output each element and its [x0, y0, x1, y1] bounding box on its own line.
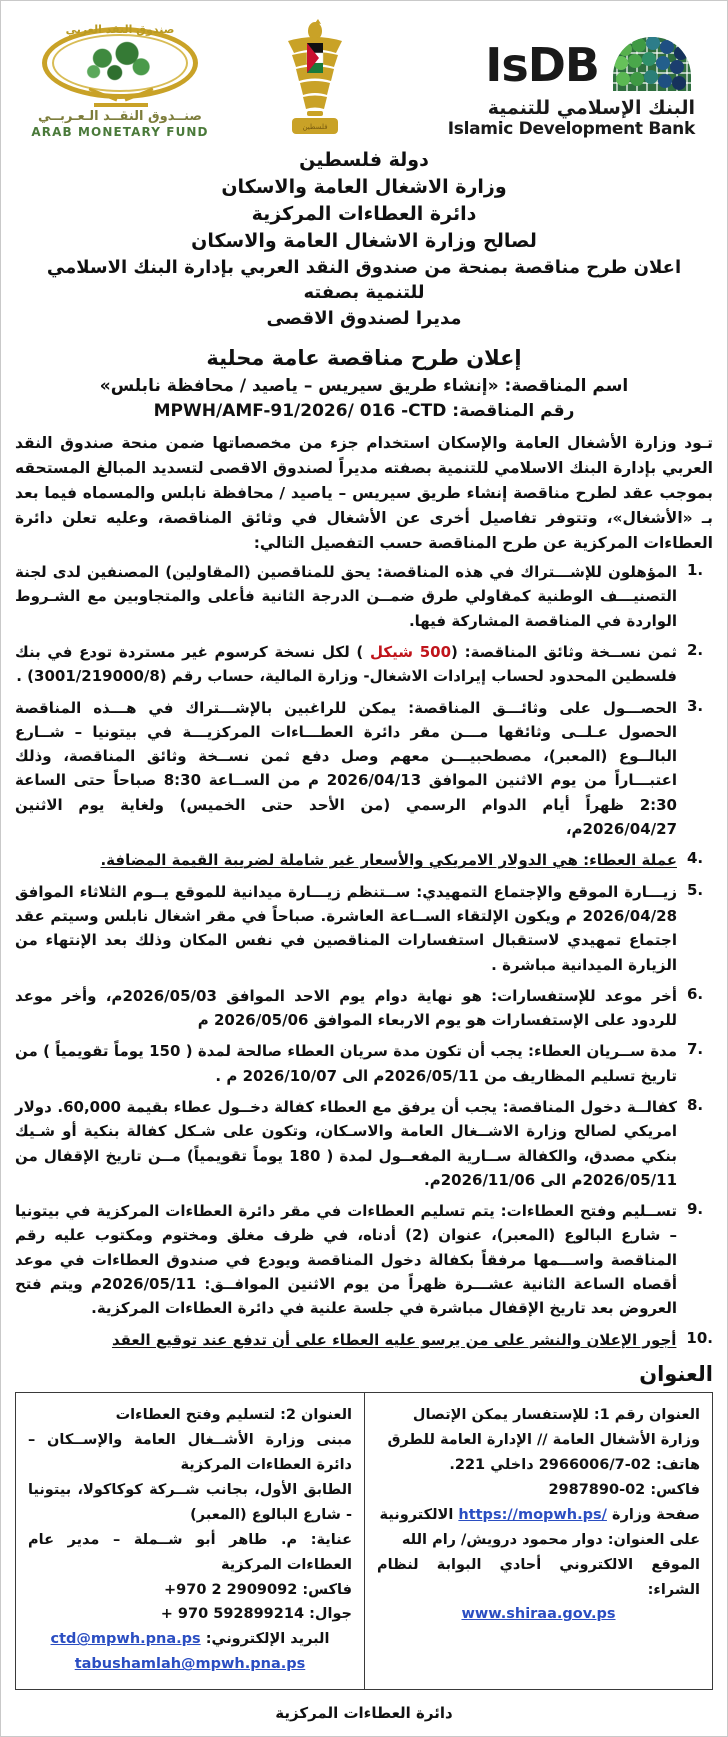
header-line-grant: اعلان طرح مناقصة بمنحة من صندوق النقد العربي بإدارة البنك الاسلامي للتنمية بصفته — [46, 256, 682, 304]
tender-name-line — [15, 374, 713, 400]
item-text-before: ثمن نســخة وثائق المناقصة: ( — [451, 642, 677, 661]
list-item — [15, 640, 713, 689]
tender-number-label: رقم المناقصة: — [452, 401, 575, 422]
header-line-manager: مديرا لصندوق الاقصى — [266, 307, 462, 329]
arab-monetary-fund-logo — [25, 23, 215, 139]
contact-website-line — [377, 1503, 700, 1528]
submission-email-line — [28, 1627, 352, 1652]
contact-location: على العنوان: دوار محمود درويش/ رام الله — [401, 1531, 700, 1548]
document-header — [15, 147, 713, 332]
submission-email-line-2 — [28, 1652, 352, 1677]
header-line-onbehalf: لصالح وزارة الاشغال العامة والاسكان — [191, 229, 537, 252]
tender-conditions-list — [15, 560, 713, 1352]
item-text: كفالــة دخول المناقصة: يجب أن يرفق مع العطاء كفالة دخــول عطاء بقيمة 60,000. دولار امريكي لصالح وزارة الاشــغال العامة والاسـكان، وتكون على شـكل كفالة بنكية أو شـيك بنكي مصدق، والكفالة ســارية المفعــول لمدة ( 180 يوماً تقويمياً) مــن تاريخ الإقفال من 2026/05/11م الى 2026/11/06م. — [15, 1098, 678, 1189]
contact-heading: العنوان رقم 1: للإستفسار يمكن الإتصال — [412, 1406, 700, 1423]
email-link-ctd[interactable]: ctd@mpwh.pna.ps — [50, 1631, 201, 1648]
item-text: المؤهلون للإشـــتراك في هذه المناقصة: يحق للمناقصين (المقاولين) المصنفين لدى لجنة التصنيـــف الوطنية كمقاولي طرق ضمــن الدرجة الثانية فأعلى والمتجاوبين مع الشـروط الواردة في المناقصة المشاركة فيها. — [15, 563, 677, 630]
list-item — [15, 1328, 713, 1352]
logo-bar — [15, 11, 713, 143]
email-link-tabushamlah[interactable]: tabushamlah@mpwh.pna.ps — [74, 1656, 306, 1673]
address-section-title: العنوان — [639, 1361, 713, 1386]
item-number: 4. — [687, 849, 704, 868]
item-text — [15, 640, 677, 689]
procurement-portal-link[interactable]: www.shiraa.gov.ps — [461, 1606, 616, 1623]
isdb-dome-icon — [609, 35, 695, 95]
item-number: 6. — [687, 984, 704, 1003]
page-title: إعلان طرح مناقصة عامة محلية — [206, 345, 522, 370]
amf-english-name: ARAB MONETARY FUND — [31, 125, 209, 139]
list-item — [15, 1199, 713, 1320]
item-text: الحصـــول على وثائـــق المناقصة: يمكن للراغبين بالإشـــتراك في هـــذه المناقصة الحصول عـلــى وثائقها مـــن مقر دائرة العطـــاءات المركزيـــة في بيتونيا – شــارع البالــوع (المعبر)، مصطحبيـــن معهم وصل دفع ثمن نســخة وثائق المناقصة، وذلك اعتبـــاراً من يوم الاثنين الموافق 2026/04/13 م من الســاعة 8:30 صباحاً حتى الساعة 2:30 ظهراً أيام الدوام الرسمي (من الأحد حتى الخميس) ولغاية يوم الاثنين 2026/04/27م، — [15, 698, 678, 839]
item-text: أجور الإعلان والنشر على من يرسو عليه العطاء على أن تدفع عند توقيع العقد — [111, 1330, 677, 1349]
tender-name-value: «إنشاء طريق سيريس – ياصيد / محافظة نابلس» — [99, 375, 499, 396]
list-item — [15, 984, 713, 1033]
list-item — [15, 880, 713, 977]
amf-arabic-name: صنــدوق النقــد الـعـربــي — [38, 109, 202, 124]
item-number: 8. — [687, 1096, 704, 1114]
item-number: 10. — [686, 1328, 713, 1347]
address-boxes — [15, 1392, 713, 1690]
website-label: صفحة وزارة — [612, 1506, 700, 1523]
submission-attention: عناية: م. طاهر أبو شــملة – مدير عام العطاءات المركزية — [28, 1531, 352, 1573]
isdb-wordmark: IsDB — [485, 37, 599, 92]
item-text: زيـــارة الموقع والإجتماع التمهيدي: ســتنظم زيـــارة ميدانية للموقع يــوم الثلاثاء الموافق 2026/04/28 م ويكون الإلتقاء الســاعة العاشرة. صباحاً في مقر اشغال نابلس وسيتم عقد اجتماع تمهيدي لاستقبال استفسارات المناقصين في نفس المكان وذلك بعد الإنتهاء من الزيارة الميدانية مباشرة . — [15, 882, 677, 974]
submission-fax: فاكس: 2909092 2 970+ — [164, 1581, 352, 1598]
item-number: 7. — [687, 1040, 704, 1059]
intro-paragraph: تـود وزارة الأشغال العامة والإسكان استخدام جزء من مخصصاتها ضمن منحة صندوق النقد العربي بإدارة البنك الاسلامي للتنمية بصفته مديراً لصندوق الاقصى لتسديد المبالغ المستحقه بموجب عقد لطرح مناقصة إنشاء طريق سيريس – ياصيد / محافظة نابلس والمسماه فيما بعد بـ «الأشغال»، وتتوفر تفاصيل أخرى عن الأشغال في وثائق المناقصة، وعليه تعلن دائرة العطاءات المركزية عن طرح المناقصة حسب التفصيل التالي: — [15, 433, 713, 552]
submission-building: مبنى وزارة الأشــغال العامة والإســكان – دائرة العطاءات المركزية — [28, 1431, 352, 1473]
item-text: أخر موعد للإستفسارات: هو نهاية دوام يوم الاحد الموافق 2026/05/03م، وأخر موعد للردود على الإستفسارات هو يوم الاربعاء الموافق 2026/05/06 م — [15, 986, 677, 1030]
email-label: البريد الإلكتروني: — [205, 1631, 330, 1648]
contact-dept: وزارة الأشغال العامة // الإدارة العامة للطرق — [387, 1431, 700, 1448]
procurement-portal-line — [377, 1602, 700, 1627]
item-text-after: ) لكل نسخة كرسوم غير مستردة تودع في بنك فلسطين المحدود لحساب إيرادات الاشغال- وزارة المالية، حساب رقم (3001/219000/8) . — [15, 642, 677, 686]
submission-heading: العنوان 2: لتسليم وفتح العطاءات — [115, 1406, 352, 1423]
isdb-logo — [415, 35, 695, 139]
header-line-department: دائرة العطاءات المركزية — [251, 202, 477, 225]
isdb-english-name: Islamic Development Bank — [447, 119, 695, 139]
item-text: تســليم وفتح العطاءات: يتم تسليم العطاءات في مقر دائرة العطاءات المركزية في بيتونيا – شارع البالوع (المعبر)، عنوان (2) أدناه، في ظرف مغلق ومختوم ومكتوب عليه رقم المناقصة واســـمها مرفقاً بكفالة دخول المناقصة ويودع في صندوق العطاءات في موعد أقصاه الساعة الثانية عشـــرة ظهراً من يوم الاثنين الموافــق: 2026/05/11م ويتم فتح العروض بعد تاريخ الإقفال مباشرة في جلسة علنية في دائرة العطاءات المركزية. — [15, 1202, 677, 1318]
svg-text:فلسطين: فلسطين — [302, 123, 328, 131]
item-number: 5. — [687, 880, 704, 899]
price-highlight: 500 شيكل — [370, 642, 452, 661]
item-number: 3. — [687, 696, 704, 715]
header-line-state: دولة فلسطين — [299, 149, 429, 171]
document-footer: دائرة العطاءات المركزية — [275, 1704, 453, 1723]
item-text: عملة العطاء: هي الدولار الامريكي والأسعار غير شاملة لضريبة القيمة المضافة. — [100, 851, 677, 870]
list-item — [15, 560, 713, 633]
item-text: مدة ســريان العطاء: يجب أن تكون مدة سريان العطاء صالحة لمدة ( 150 يوماً تقويمياً ) من تاريخ تسليم المظاريف من 2026/05/11م الى 2026/10/07 م . — [15, 1042, 678, 1085]
palestine-eagle-emblem-icon — [269, 19, 361, 139]
website-suffix: الالكترونية — [379, 1506, 454, 1523]
amf-emblem-icon — [36, 23, 204, 109]
list-item — [15, 1039, 713, 1088]
isdb-arabic-name: البنك الإسلامي للتنمية — [487, 97, 695, 119]
procurement-portal-label: الموقع الالكتروني أحادي البوابة لنظام الشراء: — [377, 1556, 700, 1598]
tender-name-label: اسم المناقصة: — [504, 375, 629, 396]
item-number: 9. — [687, 1200, 704, 1219]
tender-number-line — [15, 399, 713, 425]
tender-number-value: MPWH/AMF-91/2026/ 016 -CTD — [153, 401, 447, 422]
amf-arc-text: صندوق النقد العربي — [65, 23, 175, 36]
contact-fax: فاكس: 02-2987890 — [548, 1481, 700, 1498]
list-item — [15, 696, 713, 842]
address-box-contact — [364, 1393, 712, 1689]
submission-mobile: جوال: 592899214 970 + — [160, 1606, 352, 1623]
header-line-ministry: وزارة الاشغال العامة والاسكان — [221, 175, 507, 198]
address-box-submission — [16, 1393, 364, 1689]
list-item — [15, 1095, 713, 1192]
ministry-website-link[interactable]: https://mopwh.ps/ — [458, 1506, 607, 1523]
item-number: 2. — [687, 640, 704, 659]
item-number: 1. — [687, 561, 704, 580]
list-item — [15, 848, 713, 872]
submission-floor: الطابق الأول، بجانب شــركة كوكاكولا، بيتونيا - شارع البالوع (المعبر) — [28, 1481, 352, 1523]
contact-phone: هاتف: 02-2966006/7 داخلي 221. — [449, 1456, 700, 1473]
